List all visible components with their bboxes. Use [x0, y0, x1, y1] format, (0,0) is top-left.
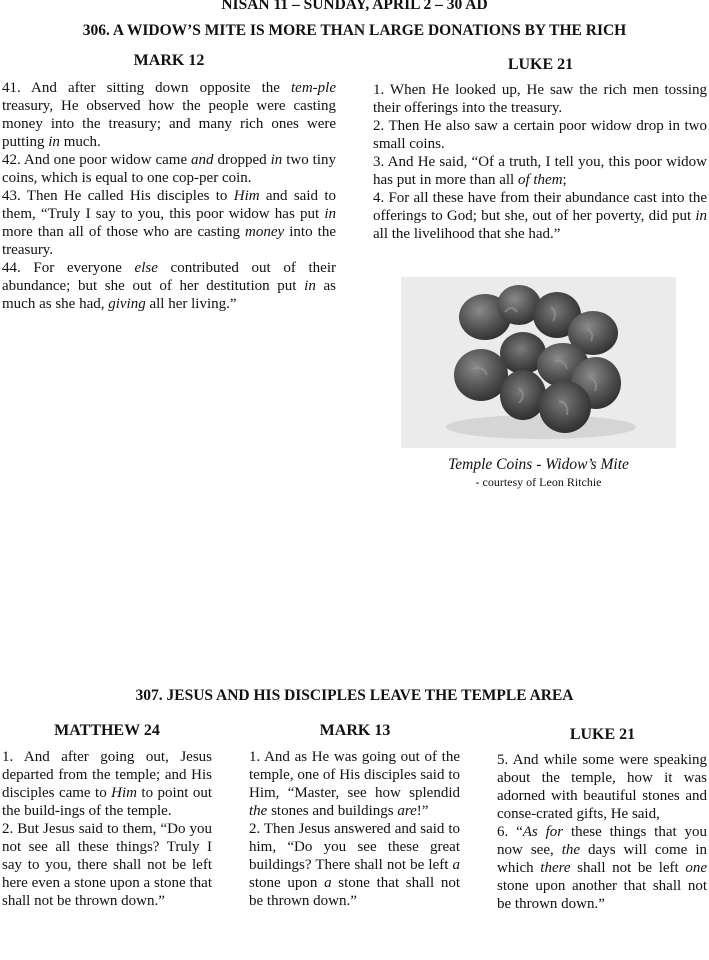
luke21-heading: LUKE 21 — [507, 56, 574, 73]
coins-icon — [401, 277, 676, 448]
mark12-heading: MARK 12 — [133, 52, 205, 69]
matthew24-verse-2: 2. But Jesus said to them, “Do you not see all these things? Truly I say to you, there shall not be left here even a stone upon a stone that shall not be thrown down.” — [2, 821, 212, 909]
mark12-verse-42: 42. And one poor widow came and dropped in two tiny coins, which is equal to one cop-per coin. — [2, 152, 336, 186]
luke21-verse-1: 1. When He looked up, He saw the rich men tossing their offerings into the treasury. — [373, 82, 707, 116]
mark12-verse-43: 43. Then He called His disciples to Him and said to them, “Truly I say to you, this poor widow has put in more than all of those who are casting money into the treasury. — [2, 188, 336, 258]
luke21-verse-6: 6. “As for these things that you now see, the days will come in which there shall not be left one stone upon another that shall not be thrown down.” — [497, 824, 707, 912]
section-307-title: 307. JESUS AND HIS DISCIPLES LEAVE THE TEMPLE AREA — [135, 687, 574, 704]
mark13-verse-1: 1. And as He was going out of the temple, one of His disciples said to Him, “Master, see how splendid the stones and buildings are!” — [249, 749, 460, 819]
mark13-verse-2: 2. Then Jesus answered and said to him, “Do you see these great buildings? There shall not be left a stone upon a stone that shall not be thrown down.” — [249, 821, 460, 909]
matthew24-passage — [2, 748, 212, 910]
luke21-307-passage — [497, 751, 707, 913]
matthew24-heading: MATTHEW 24 — [54, 722, 160, 739]
luke21-passage — [373, 81, 707, 243]
luke21-verse-3: 3. And He said, “Of a truth, I tell you, this poor widow has put in more than all of them; — [373, 154, 707, 188]
matthew24-verse-1: 1. And after going out, Jesus departed from the temple; and His disciples came to Him to point out the build-ings of the temple. — [2, 749, 212, 819]
mark12-verse-41: 41. And after sitting down opposite the tem-ple treasury, He observed how the people were casting money into the treasury; and many rich ones were putting in much. — [2, 80, 336, 150]
section-306-title: 306. A WIDOW’S MITE IS MORE THAN LARGE DONATIONS BY THE RICH — [82, 22, 627, 39]
mark13-heading: MARK 13 — [319, 722, 391, 739]
mark13-passage — [249, 748, 460, 910]
date-heading: NISAN 11 – SUNDAY, APRIL 2 – 30 AD — [221, 0, 488, 13]
luke21-verse-5: 5. And while some were speaking about the temple, how it was adorned with beautiful stones and conse-crated gifts, He said, — [497, 752, 707, 822]
mark12-passage — [2, 79, 336, 313]
photo-credit: - courtesy of Leon Ritchie — [475, 475, 602, 489]
mark12-verse-44: 44. For everyone else contributed out of their abundance; but she out of her destitution put in as much as she had, giving all her living.” — [2, 260, 336, 312]
luke21-verse-4: 4. For all these have from their abundance cast into the offerings to God; but she, out of her poverty, did put in all the livelihood that she had.” — [373, 190, 707, 242]
photo-caption: Temple Coins - Widow’s Mite — [448, 456, 629, 473]
luke21-307-heading: LUKE 21 — [569, 726, 636, 743]
luke21-verse-2: 2. Then He also saw a certain poor widow drop in two small coins. — [373, 118, 707, 152]
temple-coins-photo — [401, 277, 676, 448]
